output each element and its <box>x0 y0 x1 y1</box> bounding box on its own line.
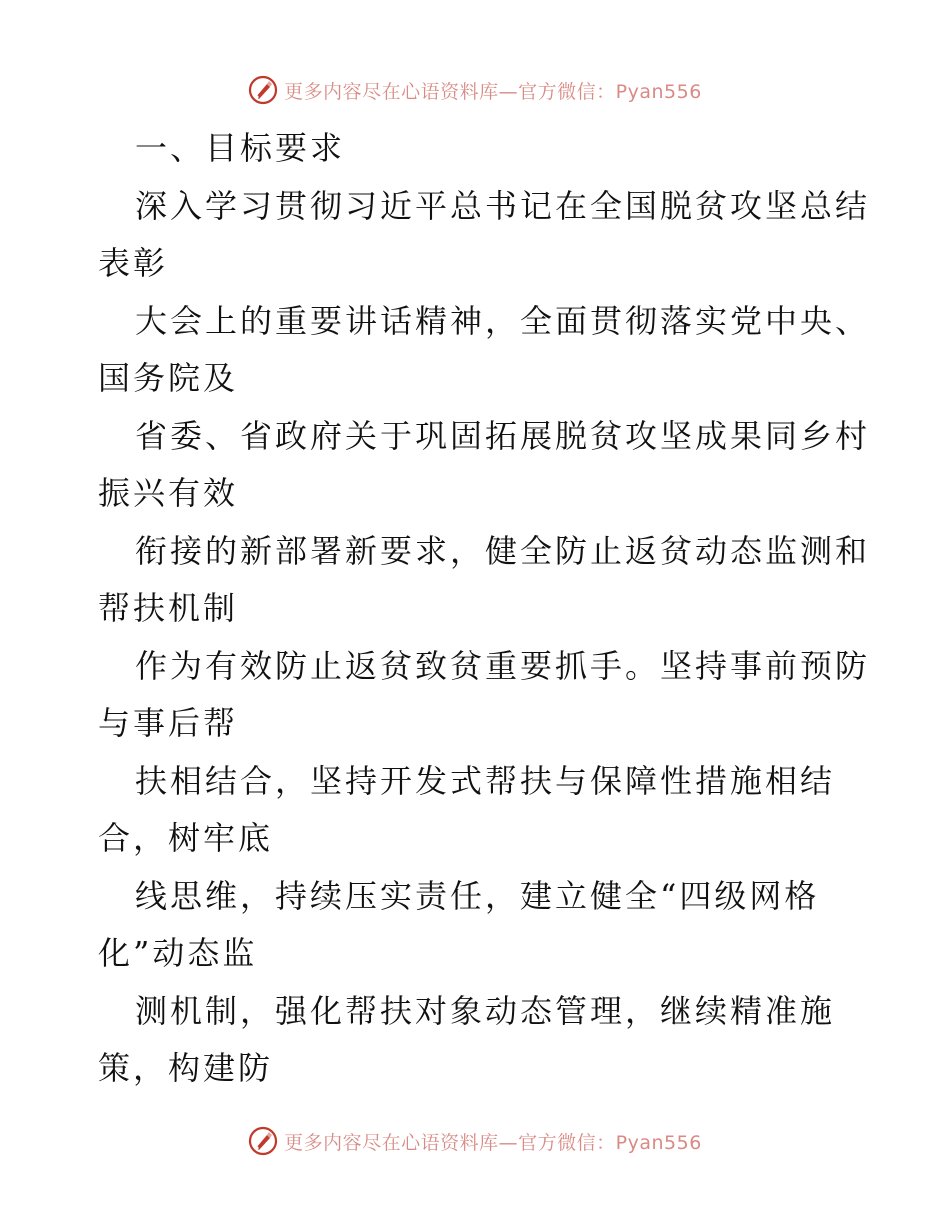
watermark-text: 更多内容尽在心语资料库—官方微信：Pyan556 <box>284 80 702 103</box>
pen-logo-icon <box>248 1126 278 1156</box>
section-heading: 一、目标要求 <box>135 129 346 167</box>
paragraph-line: 化”动态监 <box>98 934 258 972</box>
footer-watermark <box>0 1121 950 1161</box>
paragraph-line: 测机制，强化帮扶对象动态管理，继续精准施 <box>135 991 836 1030</box>
watermark-text: 更多内容尽在心语资料库—官方微信：Pyan556 <box>284 1131 702 1154</box>
paragraph-line: 大会上的重要讲话精神，全面贯彻落实党中央、 <box>135 301 871 340</box>
paragraph-line: 策，构建防 <box>98 1049 274 1087</box>
paragraph-line: 深入学习贯彻习近平总书记在全国脱贫攻坚总结 <box>135 186 871 225</box>
pen-logo-icon <box>248 75 278 105</box>
paragraph-line: 合，树牢底 <box>98 819 274 857</box>
paragraph-line: 省委、省政府关于巩固拓展脱贫攻坚成果同乡村 <box>135 416 871 455</box>
paragraph-line: 振兴有效 <box>98 474 239 512</box>
paragraph-line: 作为有效防止返贫致贫重要抓手。坚持事前预防 <box>135 646 871 685</box>
document-body <box>98 120 871 1098</box>
paragraph-line: 衔接的新部署新要求，健全防止返贫动态监测和 <box>135 531 871 570</box>
paragraph-line: 国务院及 <box>98 359 239 397</box>
paragraph-line: 表彰 <box>98 244 169 282</box>
paragraph-line: 帮扶机制 <box>98 589 239 627</box>
header-watermark <box>0 70 950 110</box>
paragraph-line: 扶相结合，坚持开发式帮扶与保障性措施相结 <box>135 761 836 800</box>
paragraph-line: 与事后帮 <box>98 704 239 742</box>
paragraph-line: 线思维，持续压实责任，建立健全“四级网格 <box>135 876 820 915</box>
